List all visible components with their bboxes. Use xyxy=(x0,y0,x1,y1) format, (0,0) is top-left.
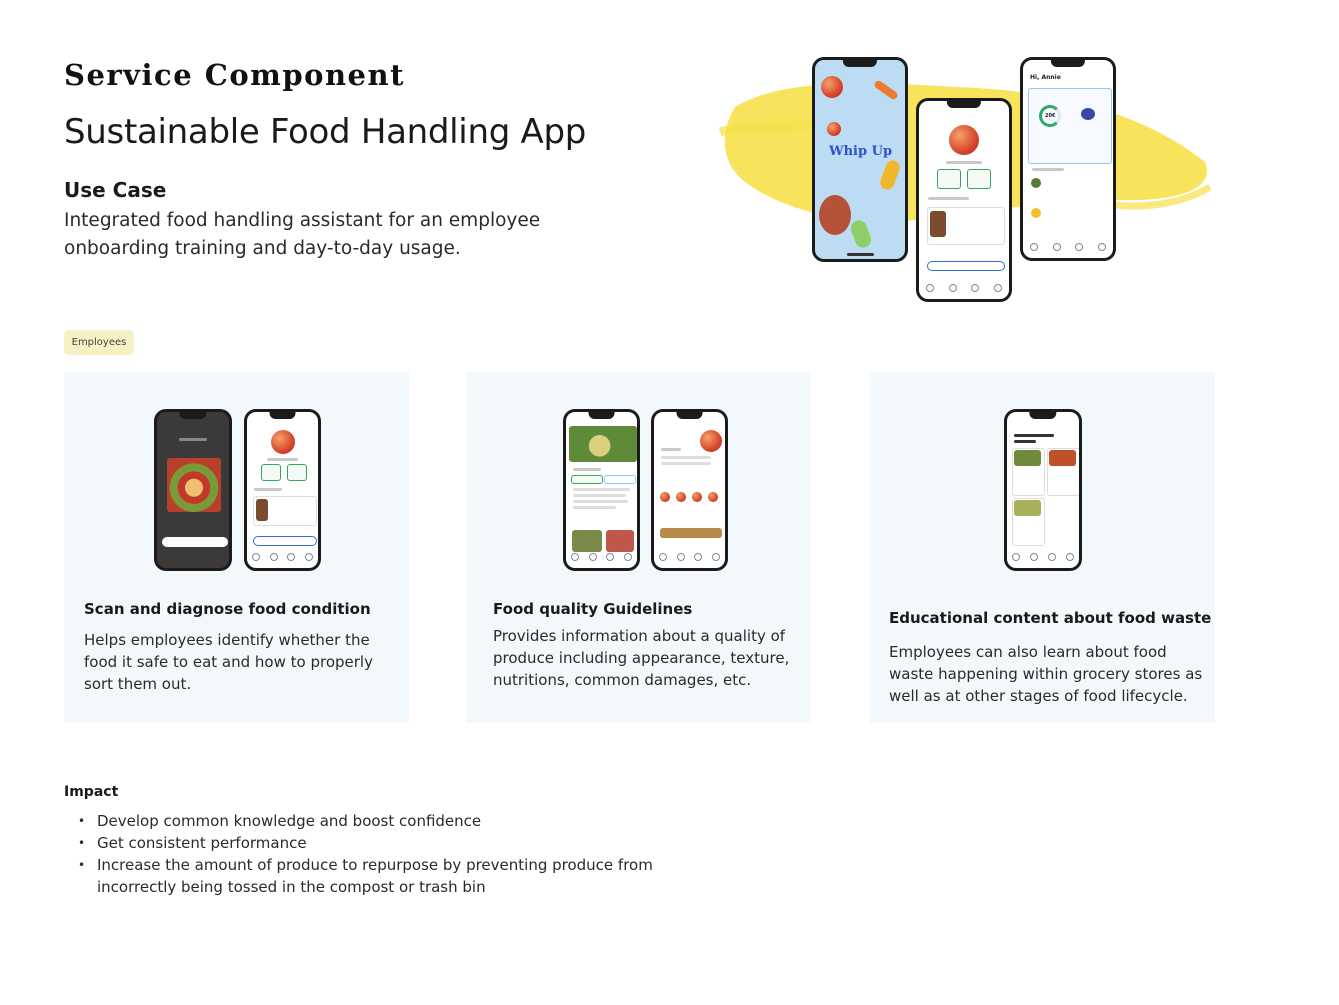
card-text: Employees can also learn about food waste happening within grocery stores as well as at other stages of food lifecycle. xyxy=(889,643,1203,705)
page-title: Sustainable Food Handling App xyxy=(64,112,587,152)
bottom-nav xyxy=(654,553,725,565)
impact-item: • Increase the amount of produce to repurpose by preventing produce from incorrectly being tossed in the compost or trash bin xyxy=(78,854,658,898)
apples-camera-image xyxy=(167,458,221,512)
phone-mockup-result xyxy=(244,409,321,571)
stat-value: 20€ xyxy=(1045,113,1056,119)
apple-tree-image xyxy=(569,426,637,462)
card-title: Educational content about food waste xyxy=(889,609,1212,627)
phone-mockup-apple-guide xyxy=(563,409,640,571)
apple-image xyxy=(949,125,979,155)
bottom-nav xyxy=(247,553,318,565)
card-text: Provides information about a quality of produce including appearance, texture, nutritions, common damages, etc. xyxy=(493,627,790,689)
audience-tag: Employees xyxy=(64,330,134,355)
impact-heading: Impact xyxy=(64,784,119,800)
pepper-image xyxy=(878,159,901,192)
repurpose-box xyxy=(287,464,307,481)
card-title: Food quality Guidelines xyxy=(493,600,693,618)
tomato-image xyxy=(827,122,841,136)
phone-mockup-fuji-apple xyxy=(651,409,728,571)
peas-image xyxy=(849,218,874,250)
card-title: Scan and diagnose food condition xyxy=(84,600,371,618)
bottom-nav xyxy=(566,553,637,565)
bottom-nav xyxy=(1007,553,1079,565)
phone-mockup-apple-detail xyxy=(916,98,1012,302)
feature-card-education xyxy=(870,372,1215,723)
greeting-text: Hi, Annie xyxy=(1030,74,1061,81)
phone-mockup-whip-up xyxy=(812,57,908,262)
apple-image xyxy=(271,430,295,454)
impact-item: • Get consistent performance xyxy=(78,832,658,854)
phone-mockup-scan xyxy=(154,409,232,571)
brand-text: Whip Up xyxy=(829,144,893,159)
repurpose-box xyxy=(967,169,991,189)
impact-list xyxy=(78,810,658,898)
safe-to-eat-box xyxy=(261,464,281,481)
carrot-image xyxy=(873,79,899,100)
section-eyebrow: Service Component xyxy=(64,58,405,92)
use-case-text: Integrated food handling assistant for an employee onboarding training and day-to-day usage. xyxy=(64,210,541,259)
done-button[interactable] xyxy=(253,536,317,546)
apple-image xyxy=(821,76,843,98)
safe-to-eat-box xyxy=(937,169,961,189)
feature-card-scan xyxy=(64,372,409,723)
scan-button[interactable] xyxy=(162,537,228,547)
use-case-label: Use Case xyxy=(64,178,167,202)
hero-mockup xyxy=(715,52,1225,307)
phone-mockup-dashboard xyxy=(1020,57,1116,261)
impact-item: • Develop common knowledge and boost confidence xyxy=(78,810,658,832)
feature-card-guidelines xyxy=(466,372,811,723)
bottom-nav xyxy=(919,284,1009,296)
potato-image xyxy=(819,195,851,235)
bottom-nav xyxy=(1023,243,1113,255)
apple-image xyxy=(700,430,722,452)
card-text: Helps employees identify whether the food it safe to eat and how to properly sort them out. xyxy=(84,631,373,693)
done-button[interactable] xyxy=(927,261,1005,271)
blueberries-image xyxy=(1081,108,1095,120)
phone-mockup-learn xyxy=(1004,409,1082,571)
stats-panel xyxy=(1028,88,1112,164)
